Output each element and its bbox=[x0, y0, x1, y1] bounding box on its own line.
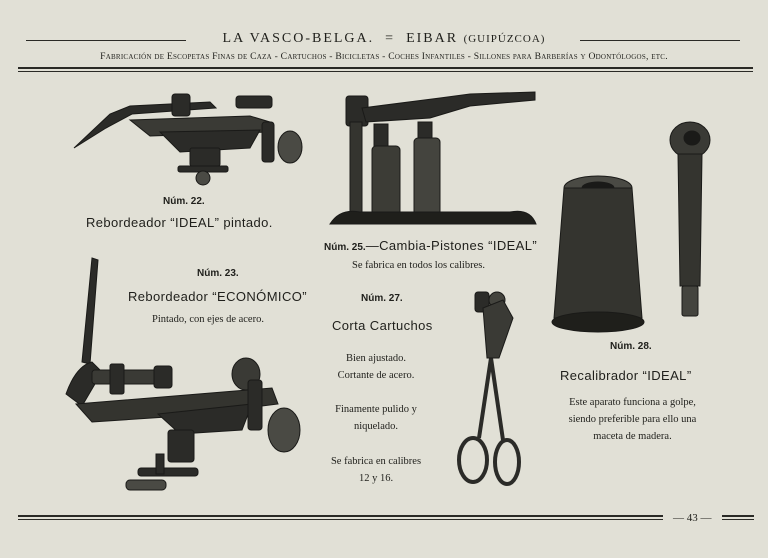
recalibrator-image bbox=[550, 118, 725, 338]
page-number: — 43 — bbox=[673, 512, 712, 524]
item-28-note-2: siendo preferible para ello una bbox=[568, 414, 697, 425]
item-25-note: Se fabrica en todos los calibres. bbox=[352, 260, 485, 271]
item-28-number: Núm. 28. bbox=[610, 341, 652, 352]
header-title bbox=[0, 31, 768, 47]
crimper-tool-image bbox=[70, 92, 310, 187]
item-27-note-2: Cortante de acero. bbox=[337, 370, 415, 381]
item-27-number: Núm. 27. bbox=[361, 293, 403, 304]
region-name: (GUIPÚZCOA) bbox=[463, 33, 546, 45]
item-27-note-4: niquelado. bbox=[353, 421, 399, 432]
item-27-title: Corta Cartuchos bbox=[332, 318, 433, 333]
item-27-note-1: Bien ajustado. bbox=[345, 353, 407, 364]
item-25-title: —Cambia-Pistones “IDEAL” bbox=[365, 238, 538, 253]
footer-rule bbox=[18, 515, 663, 517]
footer-rule-thin bbox=[18, 519, 663, 520]
header-separator: = bbox=[385, 31, 396, 46]
item-27-notes bbox=[322, 350, 430, 384]
city-name: EIBAR bbox=[406, 31, 459, 46]
item-27-note-3: Finamente pulido y bbox=[335, 404, 417, 415]
company-name: LA VASCO-BELGA. bbox=[222, 31, 375, 46]
item-28-notes bbox=[545, 394, 720, 445]
item-22-title: Rebordeador “IDEAL” pintado. bbox=[86, 215, 273, 230]
header-subtitle: Fabricación de Escopetas Finas de Caza - Cartuchos - Bicicletas - Coches Infantiles - Sillones para Barberías y Odontólogos, etc. bbox=[100, 51, 668, 62]
item-22-number: Núm. 22. bbox=[163, 196, 205, 207]
item-28-title: Recalibrador “IDEAL” bbox=[560, 368, 692, 383]
primer-changer-image bbox=[330, 88, 540, 228]
footer-rule-right bbox=[722, 515, 754, 517]
crimper-tool-large-image bbox=[62, 254, 307, 494]
cartridge-cutter-scissors-image bbox=[455, 288, 530, 498]
item-28-note-3: maceta de madera. bbox=[593, 431, 672, 442]
item-28-note-1: Este aparato funciona a golpe, bbox=[569, 397, 696, 408]
item-27-note-5: Se fabrica en calibres bbox=[330, 456, 422, 467]
item-25-number: Núm. 25. bbox=[324, 242, 366, 253]
item-27-note-6: 12 y 16. bbox=[358, 473, 394, 484]
item-23-note: Pintado, con ejes de acero. bbox=[152, 314, 264, 325]
item-23-number: Núm. 23. bbox=[197, 268, 239, 279]
item-25-heading bbox=[324, 238, 537, 253]
header-double-rule bbox=[18, 67, 753, 69]
header-double-rule-thin bbox=[18, 71, 753, 72]
item-27-notes-b bbox=[322, 401, 430, 435]
item-23-title: Rebordeador “ECONÓMICO” bbox=[128, 289, 307, 304]
item-27-notes-c bbox=[318, 453, 434, 487]
footer-rule-right-thin bbox=[722, 519, 754, 520]
